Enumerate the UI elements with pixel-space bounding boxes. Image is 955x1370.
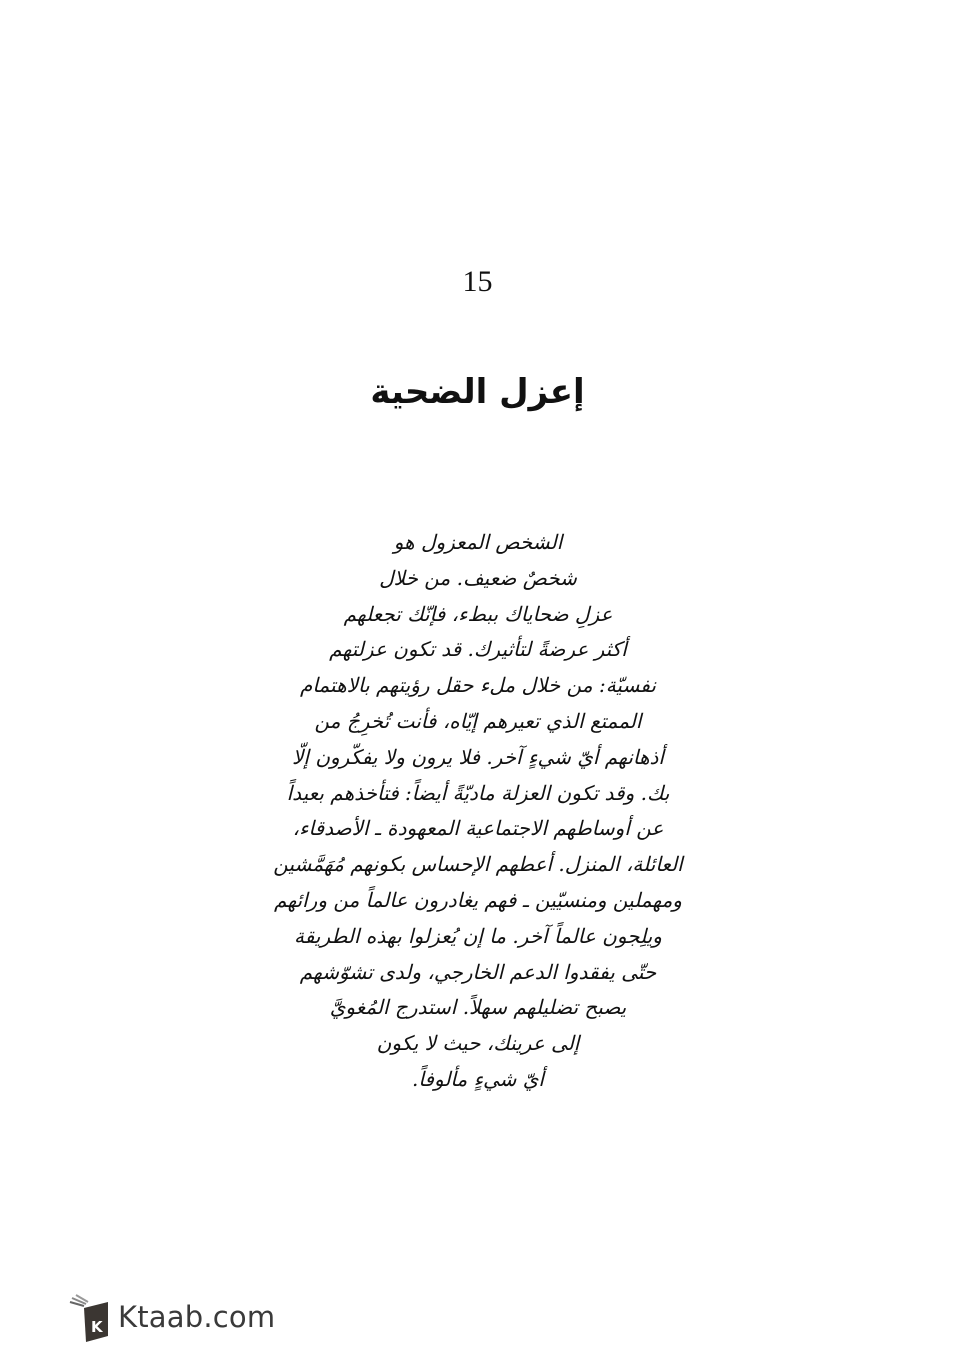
chapter-number: 15	[462, 265, 493, 298]
body-line: ومهملين ومنسيّين ـ فهم يغادرون عالماً من ورائهم	[274, 887, 682, 912]
body-line: يصبح تضليلهم سهلاً. استدرج المُغويَّ	[329, 995, 627, 1020]
body-line: العائلة، المنزل. أعطهم الإحساس بكونهم مُهَمَّشين	[273, 852, 683, 877]
body-line: شخصٌ ضعيف. من خلال	[379, 565, 577, 590]
body-line: بك. وقد تكون العزلة ماديّةً أيضاً: فتأخذهم بعيداً	[286, 780, 670, 805]
body-line: الممتع الذي تعيرهم إيّاه، فأنت تُخرِجُ من	[314, 708, 642, 733]
ktaab-logo[interactable]	[64, 1292, 275, 1342]
body-paragraph	[200, 525, 756, 1098]
logo-text: Ktaab.com	[118, 1300, 276, 1334]
body-line: نفسيّة: من خلال ملء حقل رؤيتهم بالاهتمام	[300, 673, 656, 698]
book-logo-icon	[64, 1292, 110, 1342]
body-line: عزلِ ضحاياك ببطء، فإنّك تجعلهم	[343, 601, 613, 626]
body-line: عن أوساطهم الاجتماعية المعهودة ـ الأصدقاء،	[292, 816, 664, 841]
body-line: أكثر عرضةً لتأثيرك. قد تكون عزلتهم	[329, 637, 627, 662]
body-line: إلى عرينك، حيث لا يكون	[376, 1031, 580, 1056]
body-line: أيّ شيءٍ مألوفاً.	[411, 1066, 544, 1091]
body-line: أذهانهم أيّ شيءٍ آخر. فلا يرون ولا يفكّرون إلّا	[292, 744, 664, 769]
chapter-title: إعزل الضحية	[370, 372, 585, 412]
body-line: حتّى يفقدوا الدعم الخارجي، ولدى تشوّشهم	[299, 959, 657, 984]
body-line: ويلِجون عالماً آخر. ما إن يُعزلوا بهذه الطريقة	[294, 923, 662, 948]
body-line: الشخص المعزول هو	[393, 530, 563, 554]
svg-text:K: K	[91, 1318, 103, 1336]
